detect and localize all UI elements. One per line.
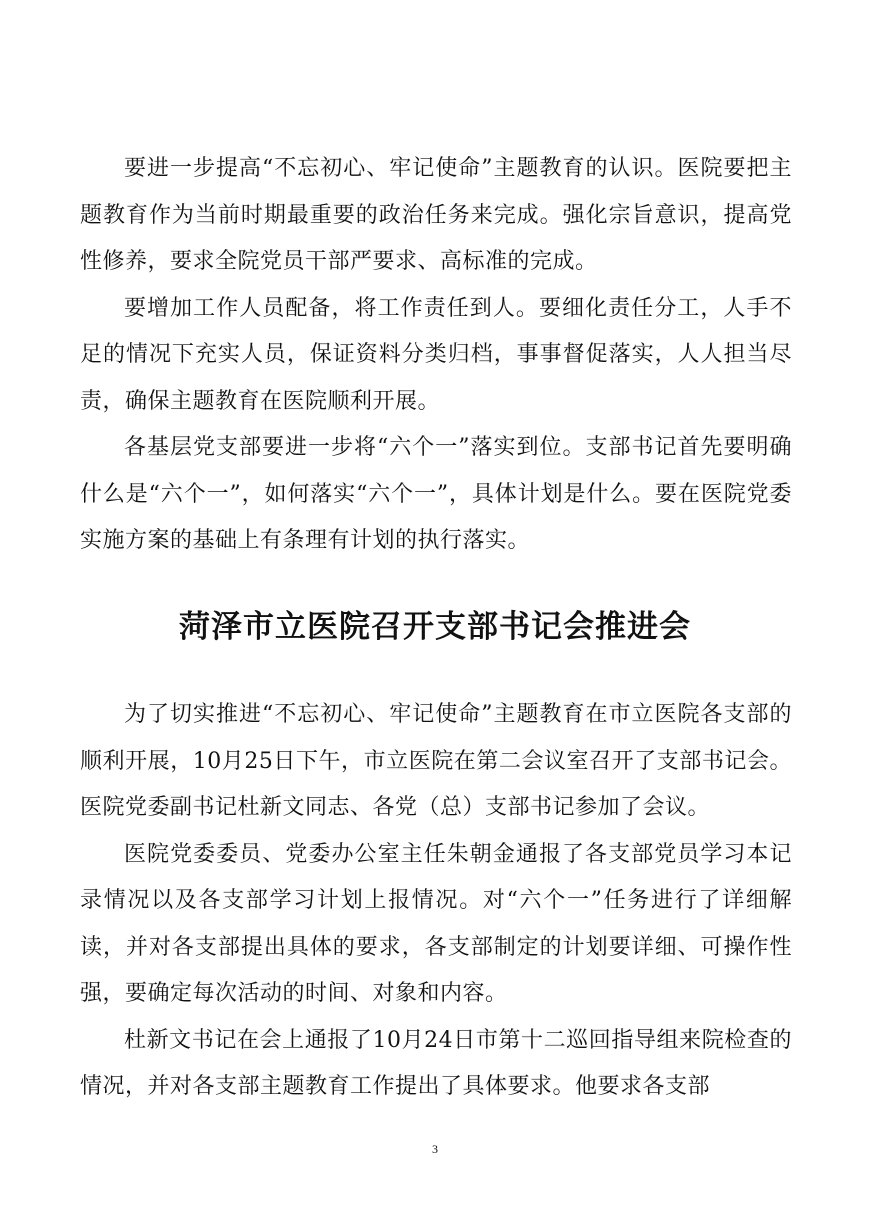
- body-paragraph: 为了切实推进“不忘初心、牢记使命”主题教育在市立医院各支部的顺利开展，10月25日下午，市立医院在第二会议室召开了支部书记会。医院党委副书记杜新文同志、各党（总）支部书记参加了会议。: [80, 702, 792, 820]
- article-title: 菏泽市立医院召开支部书记会推进会: [179, 609, 691, 645]
- body-section-previous: [80, 146, 792, 565]
- page-number: 3: [432, 1142, 438, 1156]
- body-paragraph: 医院党委委员、党委办公室主任朱朝金通报了各支部党员学习本记录情况以及各支部学习计划上报情况。对“六个一”任务进行了详细解读，并对各支部提出具体的要求，各支部制定的计划要详细、可操作性强，要确定每次活动的时间、对象和内容。: [80, 841, 792, 1006]
- body-paragraph: 各基层党支部要进一步将“六个一”落实到位。支部书记首先要明确什么是“六个一”，如何落实“六个一”，具体计划是什么。要在医院党委实施方案的基础上有条理有计划的执行落实。: [80, 435, 792, 553]
- body-paragraph: 杜新文书记在会上通报了10月24日市第十二巡回指导组来院检查的情况，并对各支部主题教育工作提出了具体要求。他要求各支部: [80, 1027, 792, 1099]
- article-body: [80, 692, 792, 1111]
- body-paragraph: 要增加工作人员配备，将工作责任到人。要细化责任分工，人手不足的情况下充实人员，保证资料分类归档，事事督促落实，人人担当尽责，确保主题教育在医院顺利开展。: [80, 295, 792, 414]
- body-paragraph: 要进一步提高“不忘初心、牢记使命”主题教育的认识。医院要把主题教育作为当前时期最重要的政治任务来完成。强化宗旨意识，提高党性修养，要求全院党员干部严要求、高标准的完成。: [80, 156, 792, 274]
